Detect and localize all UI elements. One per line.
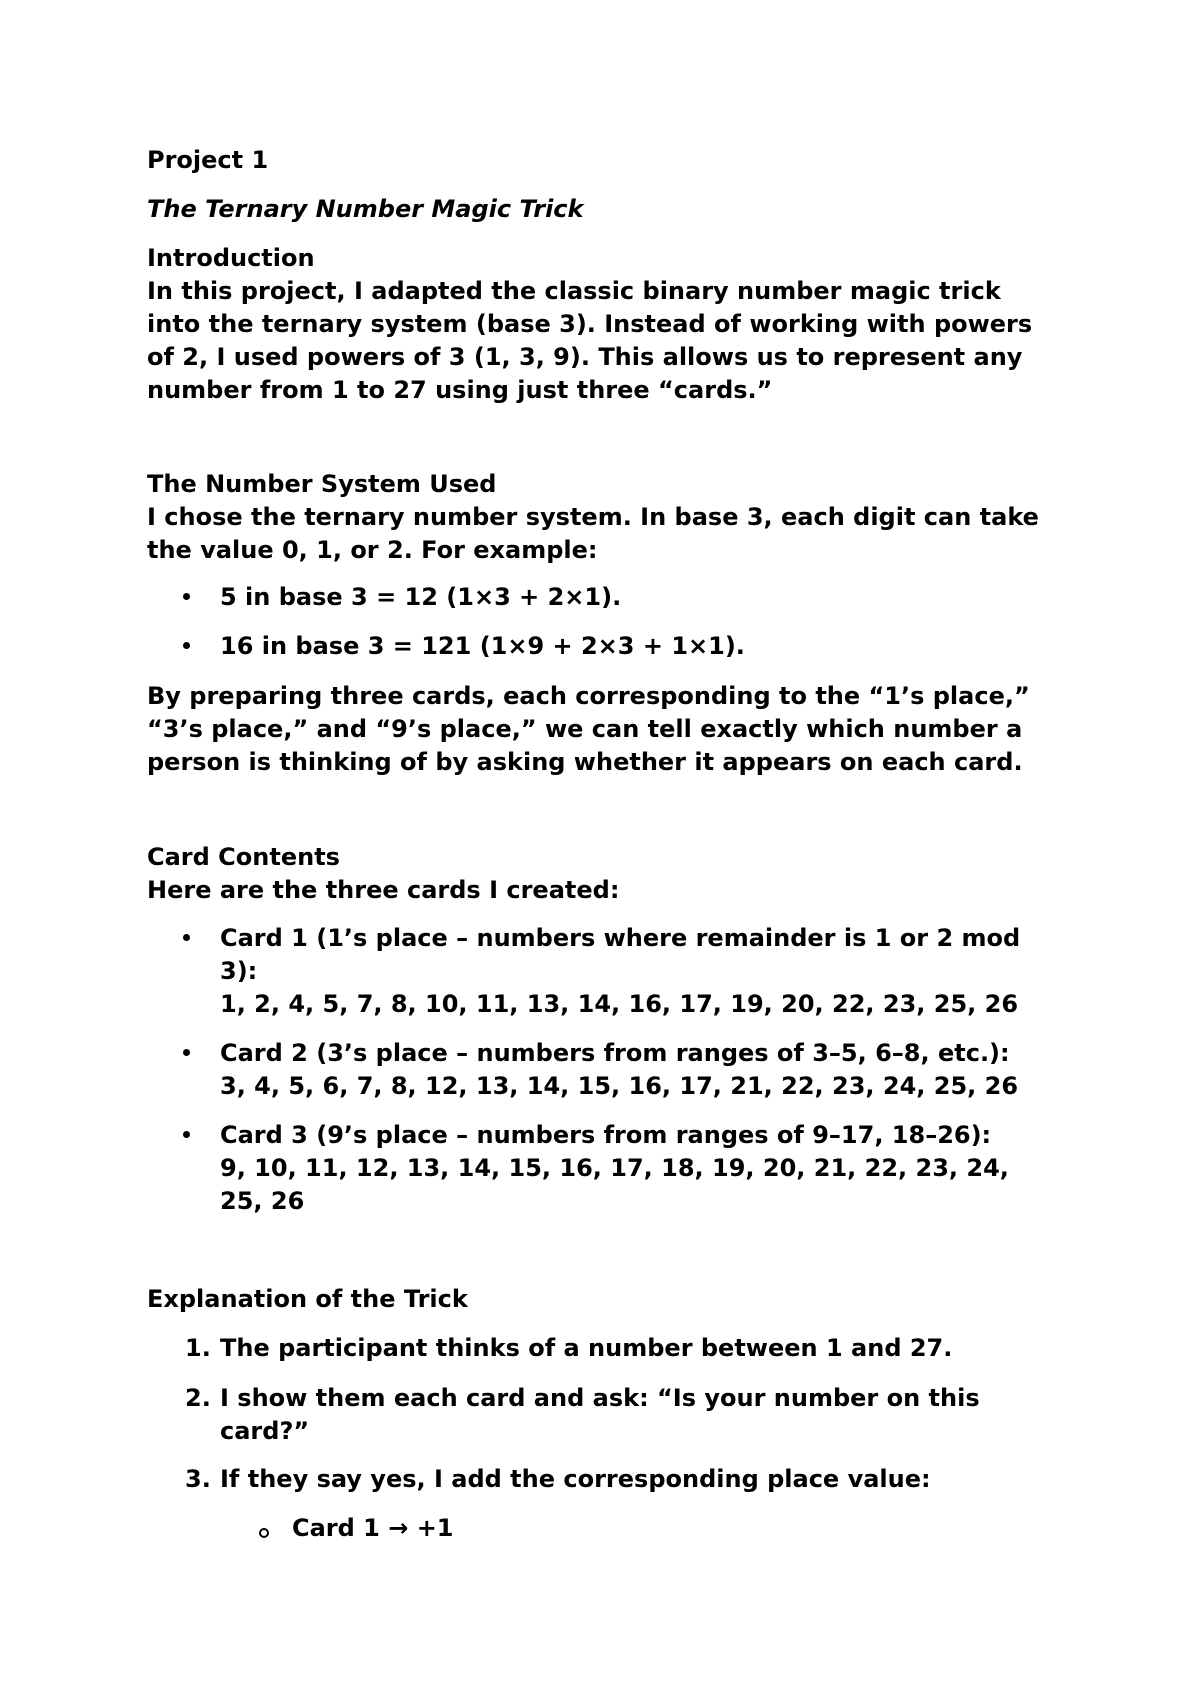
card-line: Card 3 (9’s place – numbers from ranges of 9–17, 18–26): [220,1121,992,1149]
step-line: The participant thinks of a number between 1 and 27. [220,1334,953,1362]
introduction-line: number from 1 to 27 using just three “cards.” [147,376,773,404]
card-contents-section [147,841,1077,907]
introduction-section [147,242,1077,407]
number-system-heading: The Number System Used [147,470,497,498]
step-text [220,1463,1077,1496]
hollow-bullet-icon [259,1516,269,1549]
project-label: Project 1 [147,146,269,174]
step-number: 3. [185,1465,211,1493]
bullet-icon [183,630,190,663]
introduction-line: into the ternary system (base 3). Instead of working with powers [147,310,1033,338]
card-3-description [220,1119,1077,1218]
card-numbers: 1, 2, 4, 5, 7, 8, 10, 11, 13, 14, 16, 17, 19, 20, 22, 23, 25, 26 [220,990,1019,1018]
step-line: card?” [220,1417,310,1445]
example-text: 5 in base 3 = 12 (1×3 + 2×1). [220,583,622,611]
step-text [220,1332,1077,1365]
bullet-icon [183,1037,190,1070]
card-line: Card 1 (1’s place – numbers where remainder is 1 or 2 mod [220,924,1021,952]
card-numbers: 3, 4, 5, 6, 7, 8, 12, 13, 14, 15, 16, 17, 21, 22, 23, 24, 25, 26 [220,1072,1019,1100]
step-text [220,1382,1077,1448]
sub-item-text: Card 1 → +1 [292,1514,454,1542]
card-2-description [220,1037,1077,1103]
step-line: If they say yes, I add the corresponding place value: [220,1465,931,1493]
bullet-icon [183,581,190,614]
number-system-explanation [147,680,1077,779]
paragraph-line: person is thinking of by asking whether it appears on each card. [147,748,1023,776]
document-title: The Ternary Number Magic Trick [147,195,584,223]
card-numbers: 9, 10, 11, 12, 13, 14, 15, 16, 17, 18, 19, 20, 21, 22, 23, 24, [220,1154,1009,1182]
number-system-line: I chose the ternary number system. In base 3, each digit can take [147,503,1039,531]
bullet-icon [183,1119,190,1152]
step-number: 1. [185,1334,211,1362]
bullet-icon [183,922,190,955]
card-line: 3): [220,957,258,985]
paragraph-line: By preparing three cards, each corresponding to the “1’s place,” [147,682,1030,710]
number-system-section [147,468,1077,567]
introduction-line: In this project, I adapted the classic binary number magic trick [147,277,1001,305]
card-numbers: 25, 26 [220,1187,305,1215]
card-contents-heading: Card Contents [147,843,340,871]
number-system-line: the value 0, 1, or 2. For example: [147,536,598,564]
introduction-line: of 2, I used powers of 3 (1, 3, 9). This allows us to represent any [147,343,1023,371]
introduction-heading: Introduction [147,244,315,272]
step-line: I show them each card and ask: “Is your number on this [220,1384,980,1412]
card-line: Card 2 (3’s place – numbers from ranges of 3–5, 6–8, etc.): [220,1039,1010,1067]
card-1-description [220,922,1077,1021]
example-text: 16 in base 3 = 121 (1×9 + 2×3 + 1×1). [220,632,745,660]
explanation-heading: Explanation of the Trick [147,1285,468,1313]
paragraph-line: “3’s place,” and “9’s place,” we can tell exactly which number a [147,715,1023,743]
step-number: 2. [185,1384,211,1412]
card-contents-intro: Here are the three cards I created: [147,876,620,904]
